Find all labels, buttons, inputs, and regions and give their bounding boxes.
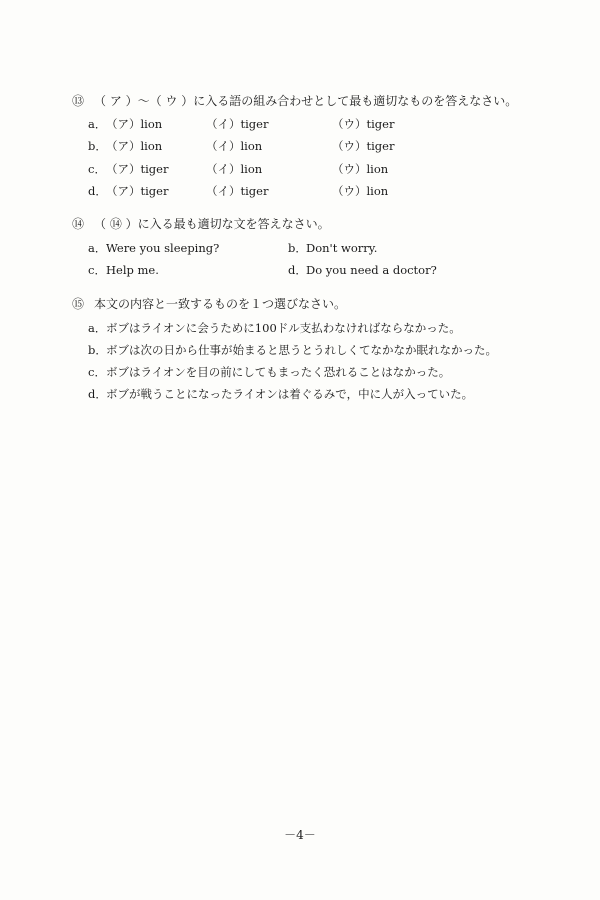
- option-text: Help me.: [106, 263, 159, 277]
- question-14-number: ⑭: [72, 217, 85, 231]
- question-13-number: ⑬: [72, 94, 85, 108]
- option-letter: a．: [88, 321, 107, 335]
- option-blank-a: （ア）tiger: [106, 162, 169, 176]
- q13-option-c: [88, 161, 558, 177]
- question-14: [72, 216, 572, 232]
- option-text: ボブはライオンを目の前にしてもまったく恐れることはなかった。: [106, 365, 451, 379]
- option-letter: c．: [88, 263, 106, 277]
- option-text: Do you need a doctor?: [306, 263, 437, 277]
- q15-option-d: [88, 386, 558, 402]
- q15-option-c: [88, 364, 558, 380]
- question-15-prompt: 本文の内容と一致するものを１つ選びなさい。: [94, 297, 347, 311]
- option-text: ボブは次の日から仕事が始まると思うとうれしくてなかなか眠れなかった。: [106, 343, 497, 357]
- option-text: Were you sleeping?: [106, 241, 220, 255]
- option-text: Don't worry.: [306, 241, 378, 255]
- option-blank-c: （ウ）lion: [332, 184, 389, 198]
- q15-option-b: [88, 342, 558, 358]
- option-letter: b．: [88, 139, 107, 153]
- option-letter: b．: [288, 241, 307, 255]
- option-letter: d．: [288, 263, 307, 277]
- option-letter: c．: [88, 162, 106, 176]
- option-blank-b: （イ）lion: [206, 139, 263, 153]
- q15-option-a: [88, 320, 558, 336]
- option-blank-a: （ア）lion: [106, 117, 163, 131]
- question-13-prompt: （ ア ）～（ ウ ）に入る語の組み合わせとして最も適切なものを答えなさい。: [94, 94, 518, 108]
- option-letter: d．: [88, 387, 107, 401]
- q13-option-d: [88, 183, 558, 199]
- option-blank-b: （イ）tiger: [206, 184, 269, 198]
- q14-option-row-1: [88, 240, 558, 256]
- option-text: ボブはライオンに会うために100ドル支払わなければならなかった。: [106, 321, 461, 335]
- question-14-prompt: （ ⑭ ）に入る最も適切な文を答えなさい。: [94, 217, 330, 231]
- page-number: －4－: [284, 828, 316, 842]
- question-13-prompt-line: [72, 93, 572, 109]
- q13-option-a: [88, 116, 558, 132]
- option-blank-c: （ウ）lion: [332, 162, 389, 176]
- option-blank-a: （ア）tiger: [106, 184, 169, 198]
- option-blank-a: （ア）lion: [106, 139, 163, 153]
- option-letter: d．: [88, 184, 107, 198]
- q14-option-row-2: [88, 262, 558, 278]
- option-text: ボブが戦うことになったライオンは着ぐるみで，中に人が入っていた。: [106, 387, 474, 401]
- question-15-prompt-line: [72, 296, 572, 312]
- question-15: [72, 296, 572, 312]
- question-14-prompt-line: [72, 216, 572, 232]
- option-letter: c．: [88, 365, 106, 379]
- option-letter: b．: [88, 343, 107, 357]
- option-letter: a．: [88, 241, 107, 255]
- option-blank-b: （イ）lion: [206, 162, 263, 176]
- option-blank-c: （ウ）tiger: [332, 139, 395, 153]
- option-blank-b: （イ）tiger: [206, 117, 269, 131]
- option-letter: a．: [88, 117, 107, 131]
- q13-option-b: [88, 138, 558, 154]
- question-15-number: ⑮: [72, 297, 85, 311]
- question-13: [72, 93, 572, 109]
- option-blank-c: （ウ）tiger: [332, 117, 395, 131]
